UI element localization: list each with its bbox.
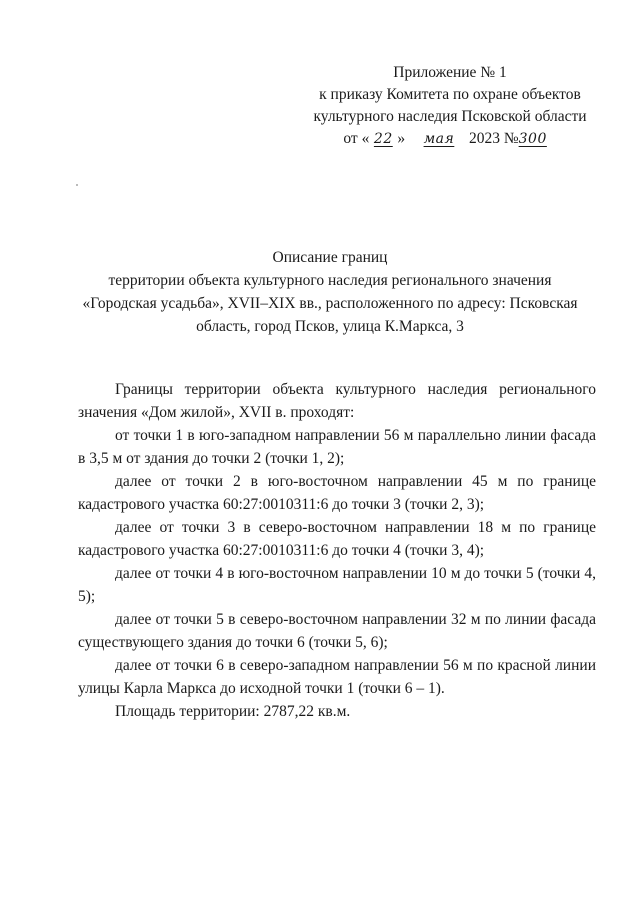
handwritten-order-number: 300 [518,131,547,147]
handwritten-month: мая [423,131,455,147]
scan-speck [76,184,78,186]
boundary-segment-5: далее от точки 5 в северо-восточном направлении 32 м по линии фасада существующего здания до точки 6 (точки 5, 6); [78,611,596,651]
boundary-segment-1: от точки 1 в юго-западном направлении 56 м параллельно линии фасада в 3,5 м от здания до точки 2 (точки 1, 2); [78,427,596,467]
document-body [78,378,596,723]
date-year: 2023 № [468,130,519,147]
appendix-date-line [300,128,600,150]
document-title [60,246,600,338]
title-line-1: Описание границ [272,249,388,266]
boundary-segment-2: далее от точки 2 в юго-восточном направлении 45 м по границе кадастрового участка 60:27:0010311:6 до точки 3 (точки 2, 3); [78,473,596,513]
appendix-authority: культурного наследия Псковской области [313,108,587,125]
appendix-number: Приложение № 1 [393,64,507,81]
area-paragraph: Площадь территории: 2787,22 кв.м. [115,703,351,720]
title-line-2: территории объекта культурного наследия регионального значения [108,272,552,289]
date-mid: » [397,130,406,147]
date-prefix: от « [343,130,370,147]
boundary-segment-3: далее от точки 3 в северо-восточном направлении 18 м по границе кадастрового участка 60:27:0010311:6 до точки 4 (точки 3, 4); [78,519,596,559]
title-line-4: область, город Псков, улица К.Маркса, 3 [196,318,464,335]
appendix-header [300,62,600,150]
title-line-3: «Городская усадьба», XVII–XIX вв., расположенного по адресу: Псковская [82,295,578,312]
boundary-segment-6: далее от точки 6 в северо-западном направлении 56 м по красной линии улицы Карла Маркса до исходной точки 1 (точки 6 – 1). [78,657,596,697]
intro-paragraph: Границы территории объекта культурного наследия регионального значения «Дом жилой», XVII в. проходят: [78,381,596,421]
appendix-order-ref: к приказу Комитета по охране объектов [319,86,581,103]
handwritten-day: 22 [373,131,393,147]
boundary-segment-4: далее от точки 4 в юго-восточном направлении 10 м до точки 5 (точки 4, 5); [78,565,596,605]
